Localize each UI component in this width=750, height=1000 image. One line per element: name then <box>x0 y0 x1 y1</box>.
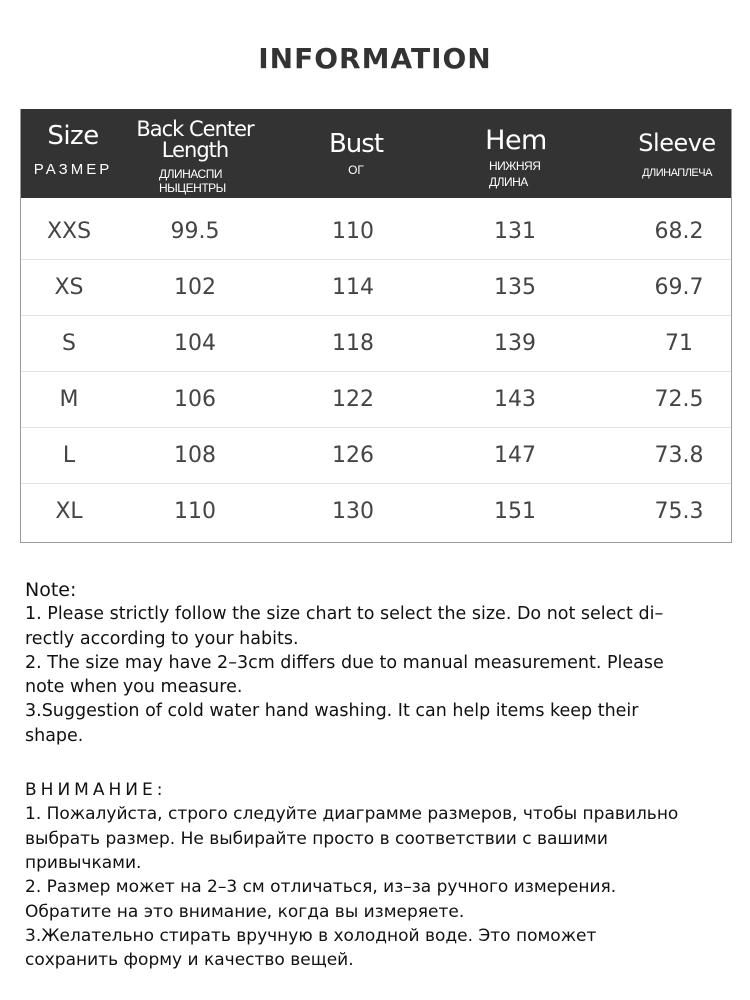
note-line: 1. Please strictly follow the size chart to select the size. Do not select di– <box>25 604 664 625</box>
header-back-center-length-en: Back Center Length <box>136 117 254 162</box>
header-hem-en: Hem <box>485 125 547 156</box>
cell-size: L <box>62 443 76 468</box>
note-ru-line: 3.Желательно стирать вручную в холодной воде. Это поможет <box>25 925 597 946</box>
table-row <box>21 484 731 540</box>
cell-hem: 147 <box>494 443 536 468</box>
cell-hem: 135 <box>494 275 536 300</box>
header-size-ru: РАЗМЕР <box>33 161 113 178</box>
table-row <box>21 428 731 484</box>
header-bust-ru: ОГ <box>348 163 364 177</box>
header-bust <box>299 129 413 177</box>
note-ru-heading: ВНИМАНИЕ: <box>25 780 167 801</box>
header-sleeve-ru: ДЛИНАПЛЕЧА <box>642 167 712 179</box>
note-line: 3.Suggestion of cold water hand washing. It can help items keep their <box>25 701 639 722</box>
notes-section <box>25 578 725 972</box>
table-row <box>21 204 731 260</box>
cell-size: XXS <box>46 219 92 244</box>
cell-bust: 114 <box>332 275 374 300</box>
note-ru-line: привычками. <box>25 852 142 873</box>
note-heading: Note: <box>25 579 77 601</box>
header-hem-ru: НИЖНЯЯ ДЛИНА <box>489 159 541 189</box>
cell-hem: 143 <box>494 387 536 412</box>
cell-bust: 118 <box>332 331 374 356</box>
cell-sleeve: 75.3 <box>654 499 704 524</box>
header-size <box>21 121 125 178</box>
note-english <box>25 578 725 748</box>
cell-size: S <box>62 331 76 356</box>
table-header <box>21 109 731 198</box>
cell-sleeve: 69.7 <box>654 275 704 300</box>
cell-sleeve: 68.2 <box>654 219 704 244</box>
cell-bust: 122 <box>332 387 374 412</box>
cell-back-center-length: 102 <box>174 275 216 300</box>
size-chart-table <box>20 109 732 543</box>
cell-bust: 126 <box>332 443 374 468</box>
note-ru-line: 2. Размер может на 2–3 см отличаться, из–за ручного измерения. <box>25 877 617 898</box>
table-row <box>21 260 731 316</box>
header-back-center-length-ru: ДЛИНАСПИ НЫЦЕНТРЫ <box>159 167 226 195</box>
note-line: shape. <box>25 725 84 746</box>
header-bust-en: Bust <box>328 129 384 159</box>
cell-size: XS <box>54 275 84 300</box>
cell-bust: 110 <box>332 219 374 244</box>
header-hem <box>461 125 571 190</box>
cell-sleeve: 71 <box>665 331 693 356</box>
cell-hem: 131 <box>494 219 536 244</box>
note-russian <box>25 778 725 972</box>
note-line: 2. The size may have 2–3cm differs due to manual measurement. Please <box>25 652 664 673</box>
cell-bust: 130 <box>332 499 374 524</box>
cell-size: M <box>59 387 79 412</box>
note-ru-line: 1. Пожалуйста, строго следуйте диаграмме размеров, чтобы правильно <box>25 804 679 825</box>
cell-back-center-length: 108 <box>174 443 216 468</box>
header-size-en: Size <box>47 121 99 151</box>
cell-sleeve: 73.8 <box>654 443 704 468</box>
header-sleeve-en: Sleeve <box>638 129 716 157</box>
note-line: note when you measure. <box>25 677 243 698</box>
cell-back-center-length: 110 <box>174 499 216 524</box>
note-ru-line: сохранить форму и качество вещей. <box>25 950 354 971</box>
note-ru-line: выбрать размер. Не выбирайте просто в соответствии с вашими <box>25 828 608 849</box>
cell-back-center-length: 106 <box>174 387 216 412</box>
cell-size: XL <box>55 499 83 524</box>
cell-hem: 139 <box>494 331 536 356</box>
header-back-center-length <box>129 119 261 195</box>
note-ru-line: Обратите на это внимание, когда вы измеряете. <box>25 901 465 922</box>
cell-back-center-length: 99.5 <box>170 219 220 244</box>
page-title: INFORMATION <box>258 42 492 75</box>
cell-hem: 151 <box>494 499 536 524</box>
header-sleeve <box>621 129 733 179</box>
table-row <box>21 372 731 428</box>
cell-sleeve: 72.5 <box>654 387 704 412</box>
cell-back-center-length: 104 <box>174 331 216 356</box>
note-line: rectly according to your habits. <box>25 628 299 649</box>
table-row <box>21 316 731 372</box>
